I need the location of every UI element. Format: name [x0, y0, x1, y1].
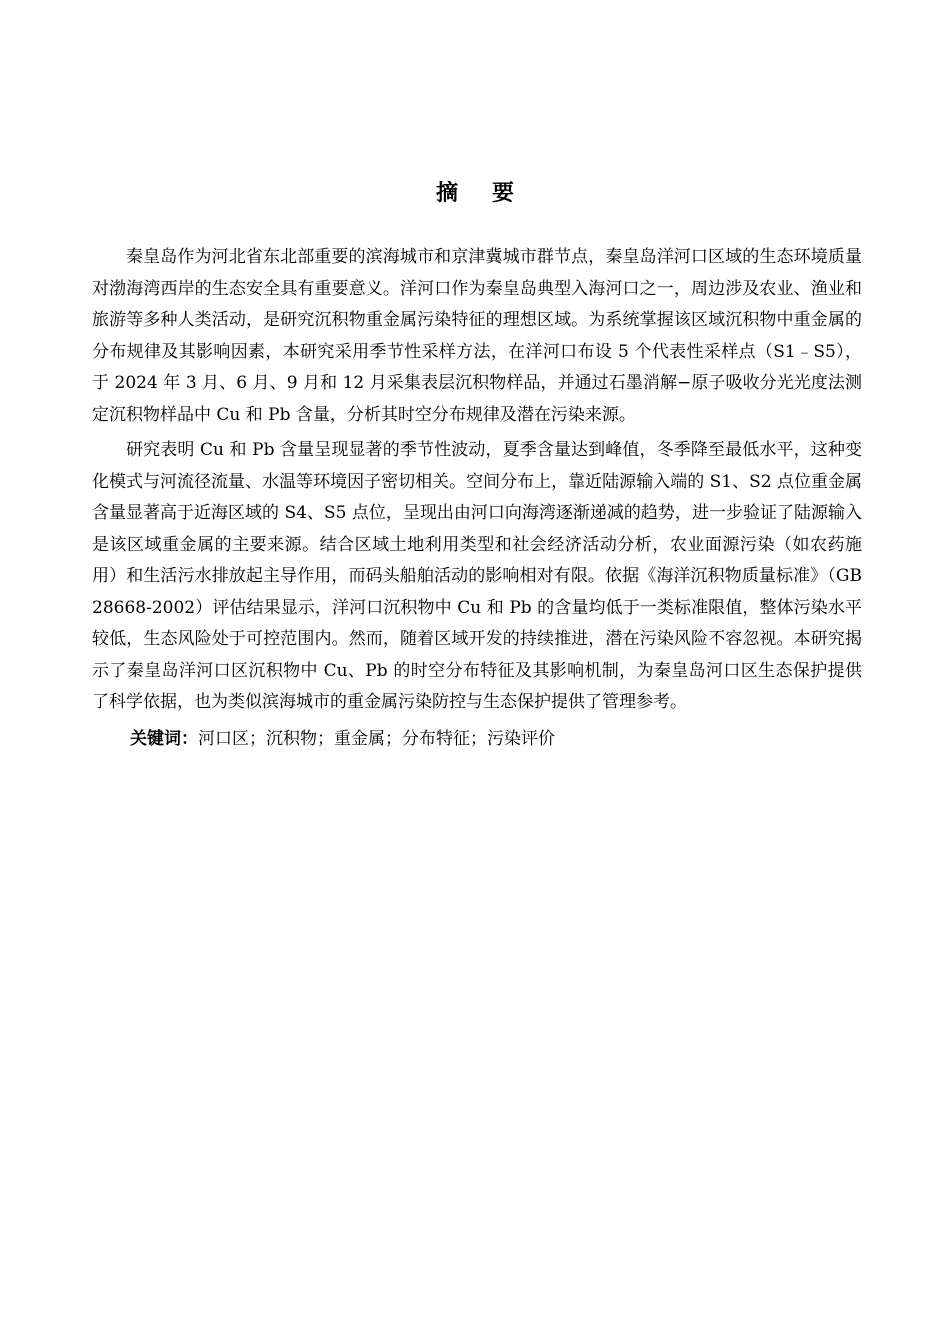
keywords-list: 河口区；沉积物；重金属；分布特征；污染评价 — [198, 728, 555, 749]
abstract-title: 摘要 — [435, 181, 548, 206]
keywords-label: 关键词： — [130, 728, 198, 749]
keywords-line — [92, 724, 862, 756]
abstract-paragraph-1: 秦皇岛作为河北省东北部重要的滨海城市和京津冀城市群节点，秦皇岛洋河口区域的生态环境质量对渤海湾西岸的生态安全具有重要意义。洋河口作为秦皇岛典型入海河口之一，周边涉及农业、渔业和旅游等多种人类活动，是研究沉积物重金属污染特征的理想区域。为系统掌握该区域沉积物中重金属的分布规律及其影响因素，本研究采用季节性采样方法，在洋河口布设 5 个代表性采样点（S1﹣S5），于 2024 年 3 月、6 月、9 月和 12 月采集表层沉积物样品，并通过石墨消解−原子吸收分光光度法测定沉积物样品中 Cu 和 Pb 含量，分析其时空分布规律及潜在污染来源。 — [92, 247, 862, 425]
abstract-paragraph-2: 研究表明 Cu 和 Pb 含量呈现显著的季节性波动，夏季含量达到峰值，冬季降至最低水平，这种变化模式与河流径流量、水温等环境因子密切相关。空间分布上，靠近陆源输入端的 S1、S2 点位重金属含量显著高于近海区域的 S4、S5 点位，呈现出由河口向海湾逐渐递减的趋势，进一步验证了陆源输入是该区域重金属的主要来源。结合区域土地利用类型和社会经济活动分析，农业面源污染（如农药施用）和生活污水排放起主导作用，而码头船舶活动的影响相对有限。依据《海洋沉积物质量标准》（GB 28668-2002）评估结果显示，洋河口沉积物中 Cu 和 Pb 的含量均低于一类标准限值，整体污染水平较低，生态风险处于可控范围内。然而，随着区域开发的持续推进，潜在污染风险不容忽视。本研究揭示了秦皇岛洋河口区沉积物中 Cu、Pb 的时空分布特征及其影响机制，为秦皇岛河口区生态保护提供了科学依据，也为类似滨海城市的重金属污染防控与生态保护提供了管理参考。 — [92, 440, 862, 712]
abstract-body — [92, 242, 862, 755]
